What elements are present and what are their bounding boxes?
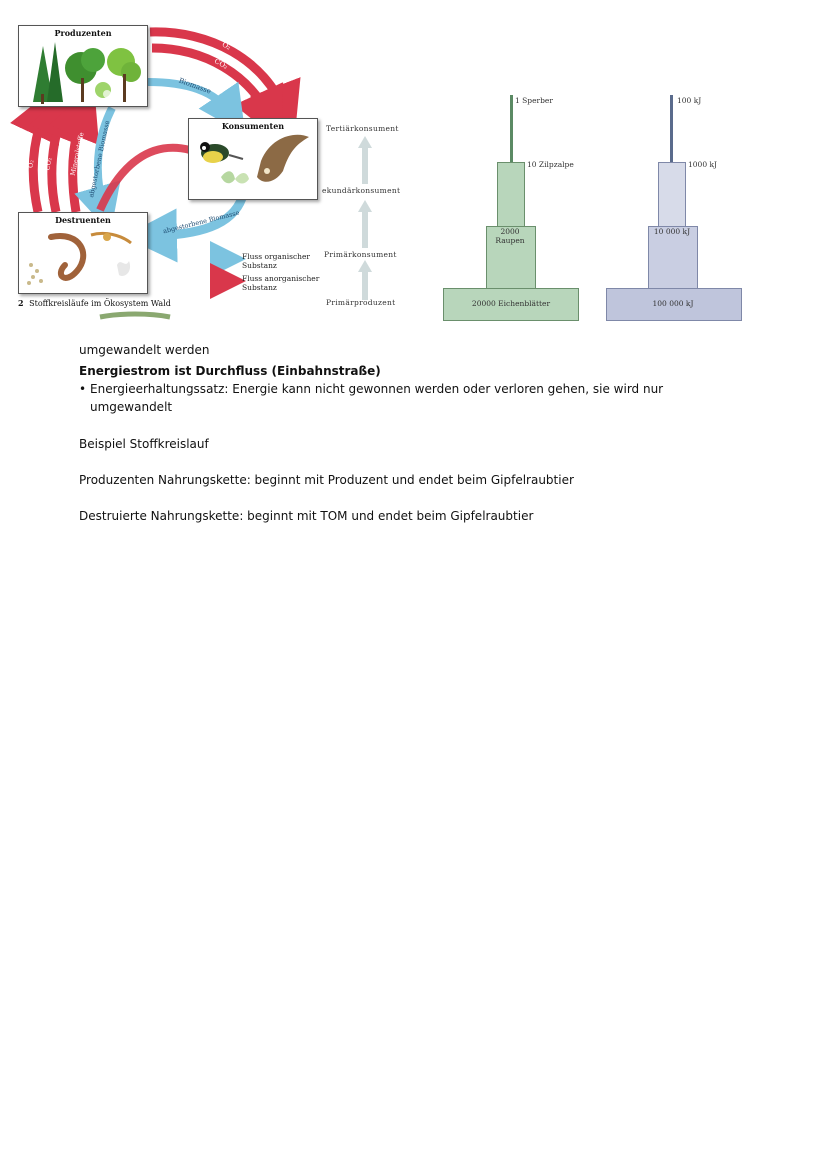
label-100kj: 100 kJ xyxy=(677,96,702,105)
energy-bar-100 xyxy=(670,95,673,162)
level-primary-consumer: Primärkonsument xyxy=(324,250,397,259)
caption-text: Stoffkreisläufe im Ökosystem Wald xyxy=(29,299,171,308)
caption-number: 2 xyxy=(18,298,24,308)
label-raupen: 2000 Raupen xyxy=(495,227,525,245)
label-co2-left: CO₂ xyxy=(43,156,54,172)
decomposers-illustration xyxy=(21,225,145,291)
note-bullet-line2: umgewandelt xyxy=(90,400,173,414)
trophic-levels xyxy=(318,110,428,320)
label-dead-biomass-left: abgestorbene Biomasse xyxy=(87,119,112,199)
decomposers-box xyxy=(18,212,148,294)
arrow-left-2 xyxy=(52,110,64,212)
label-dead-biomass-bottom: abgestorbene Biomasse xyxy=(162,208,241,236)
cycle-diagram xyxy=(0,0,330,325)
decorative-leaf xyxy=(100,314,170,317)
consumers-title: Konsumenten xyxy=(221,121,285,131)
label-minerals: Mineralstoffe xyxy=(68,131,86,177)
pyramid-bar-zilpzalpe xyxy=(497,162,525,228)
number-pyramid xyxy=(440,90,590,322)
note-destruent-chain: Destruierte Nahrungskette: beginnt mit TOM und endet beim Gipfelraubtier xyxy=(79,509,534,523)
consumers-box xyxy=(188,118,318,200)
energy-bar-1000 xyxy=(658,162,686,228)
producers-box xyxy=(18,25,148,107)
label-o2-top: O₂ xyxy=(220,40,232,52)
note-bullet-symbol: • xyxy=(79,382,87,396)
note-line-umgewandelt: umgewandelt werden xyxy=(79,343,210,357)
label-10000kj: 10 000 kJ xyxy=(653,227,691,236)
note-bullet-line1: Energieerhaltungssatz: Energie kann nicht gewonnen werden oder verloren gehen, sie wird nur xyxy=(90,382,664,396)
note-heading: Energiestrom ist Durchfluss (Einbahnstraße) xyxy=(79,364,381,378)
label-eichenblaetter: 20000 Eichenblätter xyxy=(471,299,551,308)
decomposers-title: Destruenten xyxy=(55,215,111,225)
trophic-arrows xyxy=(318,110,428,320)
label-100000kj: 100 000 kJ xyxy=(652,299,694,308)
energy-pyramid xyxy=(604,90,744,322)
label-biomass: Biomasse xyxy=(177,76,213,96)
figure-caption xyxy=(18,298,171,308)
note-producers-chain: Produzenten Nahrungskette: beginnt mit Produzent und endet beim Gipfelraubtier xyxy=(79,473,574,487)
level-secondary: ekundärkonsument xyxy=(322,186,401,195)
label-o2-left: O₂ xyxy=(26,159,36,169)
level-tertiary: Tertiärkonsument xyxy=(326,124,399,133)
label-co2-top: CO₂ xyxy=(212,57,229,71)
trees-illustration xyxy=(21,38,145,104)
producers-title: Produzenten xyxy=(54,28,112,38)
note-example: Beispiel Stoffkreislauf xyxy=(79,437,209,451)
arrow-consumer-return xyxy=(100,148,190,210)
pyramid-bar-sperber xyxy=(510,95,513,162)
legend-organic: Fluss organischer Substanz xyxy=(242,252,311,270)
label-1000kj: 1000 kJ xyxy=(688,160,718,169)
legend-inorganic: Fluss anorganischer Substanz xyxy=(242,274,320,292)
label-sperber: 1 Sperber xyxy=(515,96,553,105)
label-zilpzalpe: 10 Zilpzalpe xyxy=(527,160,574,169)
animals-illustration xyxy=(191,131,315,197)
level-primary-producer: Primärproduzent xyxy=(326,298,396,307)
